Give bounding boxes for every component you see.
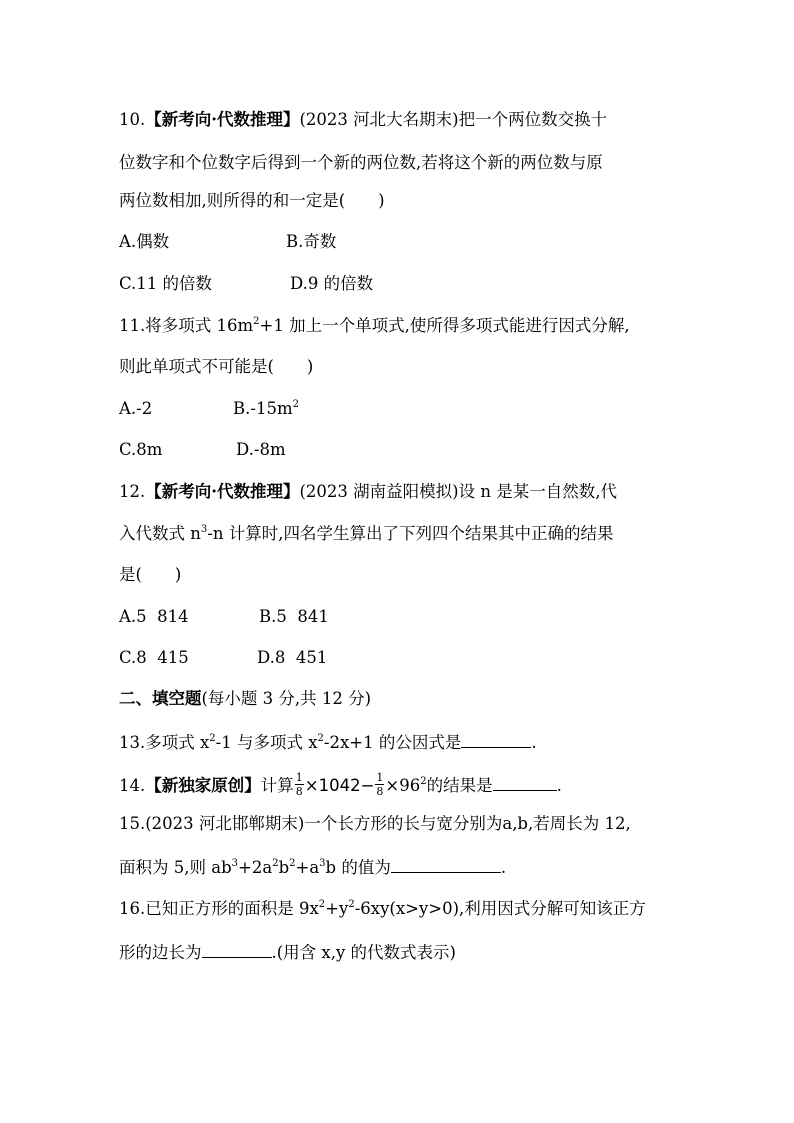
q14-line — [119, 771, 562, 799]
q12-line-2 — [119, 526, 613, 543]
q16-exponent-1: 2 — [318, 899, 326, 910]
q14-text-2: 的结果是 — [426, 776, 493, 795]
q11-text-pre: 11.将多项式 16m — [119, 316, 254, 335]
q11-line-1 — [119, 318, 630, 335]
q16-text-2: +y — [325, 899, 349, 918]
q14-fraction-1-numerator: 1 — [295, 771, 303, 784]
q15-exponent-3: 2 — [289, 858, 296, 869]
q13-exponent-1: 2 — [209, 733, 216, 744]
q15-text-2: +2a — [238, 858, 273, 877]
q16-line-1 — [119, 901, 646, 918]
q15-exponent-4: 3 — [319, 858, 326, 869]
q15-line-2 — [119, 858, 506, 877]
q16-line-2 — [119, 943, 456, 962]
q11-option-b-exponent: 2 — [292, 399, 299, 410]
q12-line-3: 是( ) — [119, 565, 182, 584]
q12-exponent: 3 — [200, 524, 208, 535]
q14-exponent: 2 — [420, 776, 427, 787]
q13-text-4: . — [531, 733, 537, 752]
q16-text-5: .(用含 x,y 的代数式表示) — [271, 943, 456, 962]
q14-number: 14. — [119, 776, 146, 795]
q12-line-1 — [119, 484, 617, 501]
q12-text-pre: 入代数式 n — [119, 524, 201, 543]
q11-option-d: D.-8m — [236, 440, 286, 459]
q10-options-row-1 — [119, 232, 337, 251]
q13-text-3: -2x+1 的公因式是 — [323, 733, 462, 752]
q14-expression-mid-2: ×96 — [385, 776, 421, 795]
q12-text-post: -n 计算时,四名学生算出了下列四个结果其中正确的结果 — [207, 524, 614, 543]
q10-line-3: 两位数相加,则所得的和一定是( ) — [119, 191, 385, 210]
q15-text-4: +a — [295, 858, 320, 877]
q15-text-6: . — [500, 858, 507, 877]
q16-answer-blank[interactable] — [202, 943, 272, 958]
q11-option-b — [233, 401, 299, 418]
q13-text-2: -1 与多项式 x — [215, 733, 318, 752]
q16-text-4: 形的边长为 — [119, 943, 202, 962]
q10-option-c: C.11 的倍数 — [119, 274, 213, 293]
section-2-heading — [119, 691, 371, 708]
section-2-title: 二、填空题 — [119, 689, 202, 708]
q16-text-3: -6xy(x>y>0),利用因式分解可知该正方 — [354, 899, 646, 918]
q10-option-d: D.9 的倍数 — [290, 274, 374, 293]
q15-exponent-2: 2 — [272, 858, 279, 869]
q14-fraction-2-numerator: 1 — [376, 771, 384, 784]
q13-text-1: 13.多项式 x — [119, 733, 210, 752]
q11-option-b-text: B.-15m — [233, 399, 293, 418]
q12-option-a: A.5 814 — [119, 607, 189, 626]
q12-option-d: D.8 451 — [257, 648, 328, 667]
q11-options-row-1 — [119, 399, 299, 418]
q16-exponent-2: 2 — [348, 899, 355, 910]
q14-answer-blank[interactable] — [493, 776, 557, 791]
q12-text-1: (2023 湖南益阳模拟)设 n 是某一自然数,代 — [299, 482, 617, 501]
q11-line-2: 则此单项式不可能是( ) — [119, 357, 314, 376]
q10-option-a: A.偶数 — [119, 232, 170, 251]
q10-tag: 【新考向·代数推理】 — [145, 110, 300, 129]
q14-tag: 【新独家原创】 — [145, 776, 261, 795]
q15-text-1: 面积为 5,则 ab — [119, 858, 232, 877]
q12-number: 12. — [119, 482, 146, 501]
q15-line-1: 15.(2023 河北邯郸期末)一个长方形的长与宽分别为a,b,若周长为 12, — [119, 814, 631, 833]
q10-line-2: 位数字和个位数字后得到一个新的两位数,若将这个新的两位数与原 — [119, 153, 603, 172]
q10-options-row-2 — [119, 274, 374, 293]
q13-answer-blank[interactable] — [461, 733, 531, 748]
q10-line-1 — [119, 112, 607, 129]
q15-text-3: b — [278, 858, 290, 877]
section-2-note: (每小题 3 分,共 12 分) — [201, 689, 372, 708]
q11-option-a: A.-2 — [119, 399, 153, 418]
q12-tag: 【新考向·代数推理】 — [145, 482, 300, 501]
q16-text-1: 16.已知正方形的面积是 9x — [119, 899, 319, 918]
q13-line — [119, 733, 537, 752]
q14-text-1: 计算 — [260, 776, 294, 795]
q14-fraction-2-denominator: 8 — [376, 785, 384, 798]
q10-number: 10. — [119, 110, 146, 129]
q14-fraction-1 — [295, 772, 304, 797]
q15-text-5: b 的值为 — [325, 858, 391, 877]
q14-fraction-2 — [375, 772, 384, 797]
q14-fraction-1-denominator: 8 — [295, 785, 303, 798]
q14-expression-mid: ×1042− — [304, 776, 375, 795]
q15-answer-blank[interactable] — [391, 858, 501, 873]
q14-text-3: . — [556, 776, 562, 795]
q11-text-post: +1 加上一个单项式,使所得多项式能进行因式分解, — [259, 316, 630, 335]
q12-option-c: C.8 415 — [119, 648, 189, 667]
q12-options-row-1 — [119, 607, 329, 626]
q11-exponent: 2 — [253, 316, 260, 327]
q10-option-b: B.奇数 — [286, 232, 337, 251]
q11-option-c: C.8m — [119, 440, 163, 459]
q15-exponent-1: 3 — [231, 858, 239, 869]
q12-options-row-2 — [119, 648, 328, 667]
q11-options-row-2 — [119, 440, 286, 459]
q10-text-1: (2023 河北大名期末)把一个两位数交换十 — [299, 110, 608, 129]
q13-exponent-2: 2 — [317, 733, 324, 744]
q12-option-b: B.5 841 — [259, 607, 329, 626]
